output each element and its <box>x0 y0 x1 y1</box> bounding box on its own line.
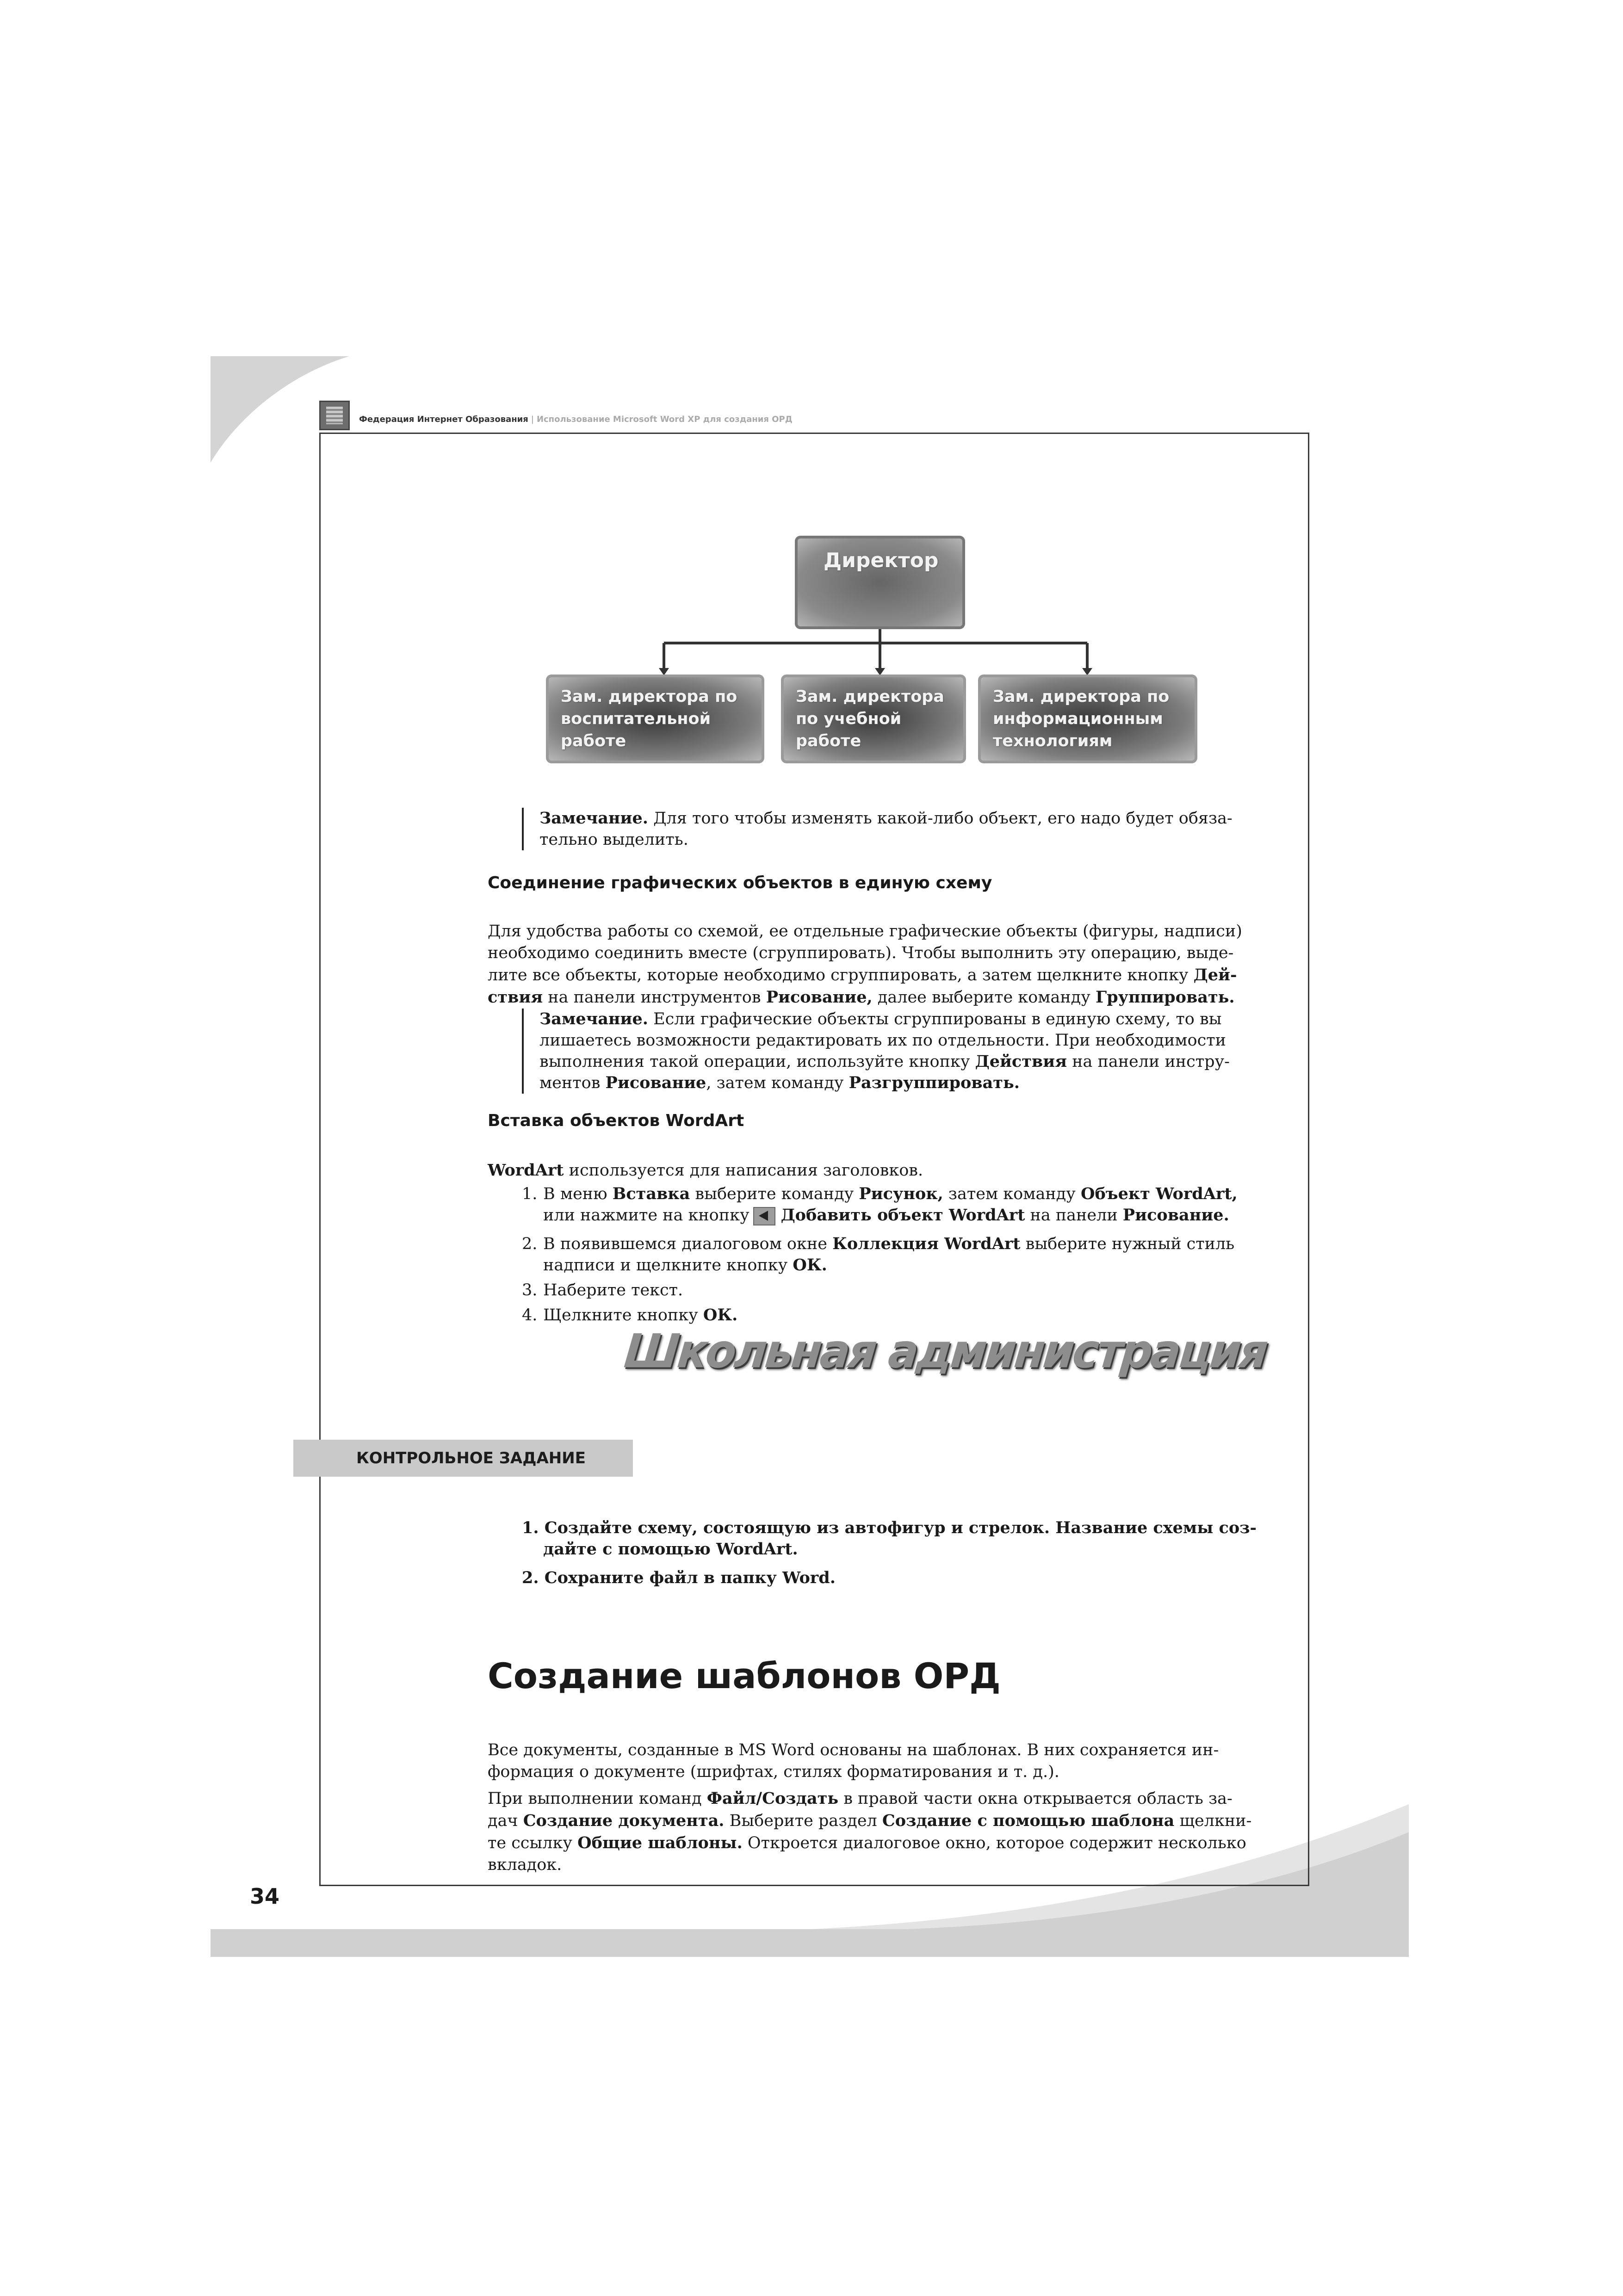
step-number: 2. <box>522 1235 538 1253</box>
grouping-bold: ствия <box>488 988 543 1007</box>
note-bold: Действия <box>975 1052 1067 1071</box>
step-bold: Рисунок, <box>859 1184 943 1203</box>
note-text: лишаетесь возможности редактировать их по отдельности. При необходимости <box>539 1031 1226 1050</box>
note-select-object <box>522 808 1245 850</box>
templates-text: При выполнении команд <box>488 1789 702 1808</box>
grouping-text: далее выберите команду <box>877 988 1090 1007</box>
note-text: на панели инстру- <box>1072 1052 1230 1071</box>
step-text: надписи и щелкните кнопку <box>543 1256 788 1275</box>
note-text: Если графические объекты сгруппированы в единую схему, то вы <box>653 1010 1222 1028</box>
wordart-step-2 <box>522 1233 1262 1276</box>
deputy-2-line-3: работе <box>796 732 861 750</box>
task-1-line-1: 1. Создайте схему, состоящую из автофигур и стрелок. Название схемы соз- <box>522 1518 1257 1537</box>
note-ungroup <box>522 1009 1245 1094</box>
grouping-text: на панели инструментов <box>548 988 761 1007</box>
note-bold: Разгруппировать. <box>849 1073 1020 1092</box>
templates-paragraph-2 <box>488 1788 1261 1876</box>
step-text: выберите команду <box>695 1185 854 1203</box>
control-task-1 <box>522 1517 1257 1560</box>
heading-wordart: Вставка объектов WordArt <box>488 1111 744 1130</box>
step-bold: Рисование. <box>1122 1206 1229 1225</box>
grouping-bold: Дей- <box>1193 965 1237 984</box>
step-text: на панели <box>1030 1206 1118 1225</box>
grouping-line-4 <box>488 986 1261 1009</box>
note-label: Замечание. <box>539 809 648 828</box>
wordart-step-4 <box>522 1305 737 1326</box>
grouping-line-3 <box>488 964 1261 986</box>
step-bold: Вставка <box>612 1184 690 1203</box>
templates-text: дач <box>488 1812 518 1830</box>
step-text: или нажмите на кнопку <box>543 1206 750 1225</box>
note-text-1: Для того чтобы изменять какой-либо объект, его надо будет обяза- <box>653 809 1233 828</box>
templates-text: Выберите раздел <box>729 1812 877 1830</box>
step-bold: Объект WordArt, <box>1080 1184 1238 1203</box>
templates-bold: Создание документа. <box>523 1811 725 1830</box>
note-text: выполнения такой операции, используйте кнопку <box>539 1052 970 1071</box>
header-title: Использование Microsoft Word XP для создания ОРД <box>536 415 793 424</box>
running-header <box>359 415 793 424</box>
deputy-2-line-2: по учебной <box>796 710 902 728</box>
step-text: Щелкните кнопку <box>543 1306 698 1324</box>
grouping-bold: Рисование, <box>766 988 873 1007</box>
wordart-intro-text: используется для написания заголовков. <box>569 1161 923 1180</box>
deputy-1-line-1: Зам. директора по <box>561 687 737 706</box>
note-label: Замечание. <box>539 1009 648 1028</box>
note-bold: Рисование <box>605 1073 706 1092</box>
step-number: 4. <box>522 1306 538 1324</box>
templates-text: Откроется диалоговое окно, которое содержит несколько <box>747 1834 1246 1852</box>
org-chart-director-box: Директор <box>795 536 965 629</box>
grouping-line-2: необходимо соединить вместе (сгруппировать). Чтобы выполнить эту операцию, выде- <box>488 944 1234 962</box>
templates-text: щелкни- <box>1179 1812 1252 1830</box>
heading-grouping: Соединение графических объектов в единую схему <box>488 873 992 892</box>
step-number: 3. <box>522 1281 538 1300</box>
note-text-2: тельно выделить. <box>539 830 688 849</box>
templates-bold: Создание с помощью шаблона <box>882 1811 1175 1830</box>
wordart-step-1 <box>522 1183 1262 1226</box>
grouping-bold: Группировать. <box>1095 988 1235 1007</box>
org-chart-deputy-box-1 <box>546 675 764 763</box>
templates-bold: Файл/Создать <box>706 1789 839 1808</box>
deputy-3-line-1: Зам. директора по <box>993 687 1170 706</box>
page-number: 34 <box>250 1884 280 1909</box>
step-text: Наберите текст. <box>543 1281 683 1300</box>
wordart-intro-bold: WordArt <box>488 1161 564 1180</box>
templates-text: Все документы, созданные в MS Word основаны на шаблонах. В них сохраняется ин- <box>488 1741 1219 1759</box>
deputy-3-line-3: технологиям <box>993 732 1113 750</box>
section-title-templates: Создание шаблонов ОРД <box>488 1655 1001 1696</box>
note-text: , затем команду <box>706 1074 844 1092</box>
step-bold: ОК. <box>703 1306 738 1324</box>
wordart-sample: Школьная администрация <box>622 1324 1269 1379</box>
step-text: В меню <box>543 1185 607 1203</box>
org-chart-connectors <box>546 629 1203 680</box>
control-task-2: 2. Сохраните файл в папку Word. <box>522 1568 836 1587</box>
step-text: В появившемся диалоговом окне <box>543 1235 827 1253</box>
templates-text: вкладок. <box>488 1856 562 1874</box>
org-chart-deputy-box-3 <box>978 675 1197 763</box>
templates-paragraph-1 <box>488 1739 1261 1783</box>
org-chart-deputy-box-2 <box>781 675 966 763</box>
wordart-step-3 <box>522 1280 683 1301</box>
templates-text: формация о документе (шрифтах, стилях форматирования и т. д.). <box>488 1763 1059 1781</box>
templates-text: те ссылку <box>488 1834 572 1852</box>
step-bold: Добавить объект WordArt <box>781 1206 1025 1225</box>
step-number: 1. <box>522 1185 538 1203</box>
step-bold: ОК. <box>793 1256 827 1275</box>
deputy-1-line-3: работе <box>561 732 626 750</box>
wordart-intro <box>488 1159 1261 1182</box>
step-bold: Коллекция WordArt <box>832 1234 1021 1253</box>
grouping-text: лите все объекты, которые необходимо сгруппировать, а затем щелкните кнопку <box>488 966 1189 984</box>
paragraph-grouping <box>488 921 1261 1009</box>
task-1-line-2: дайте с помощью WordArt. <box>543 1540 798 1559</box>
header-org: Федерация Интернет Образования <box>359 415 528 424</box>
insert-wordart-icon <box>753 1207 775 1225</box>
header-logo-icon <box>319 401 350 430</box>
templates-bold: Общие шаблоны. <box>577 1833 743 1852</box>
step-text: затем команду <box>948 1185 1076 1203</box>
grouping-line-1: Для удобства работы со схемой, ее отдельные графические объекты (фигуры, надписи) <box>488 922 1242 941</box>
note-text: ментов <box>539 1074 601 1092</box>
step-text: выберите нужный стиль <box>1025 1235 1235 1253</box>
templates-text: в правой части окна открывается область за- <box>843 1789 1233 1808</box>
deputy-3-line-2: информационным <box>993 710 1163 728</box>
deputy-2-line-1: Зам. директора <box>796 687 944 706</box>
control-task-bar: КОНТРОЛЬНОЕ ЗАДАНИЕ <box>293 1440 633 1477</box>
header-separator: | <box>531 415 534 424</box>
deputy-1-line-2: воспитательной <box>561 710 711 728</box>
